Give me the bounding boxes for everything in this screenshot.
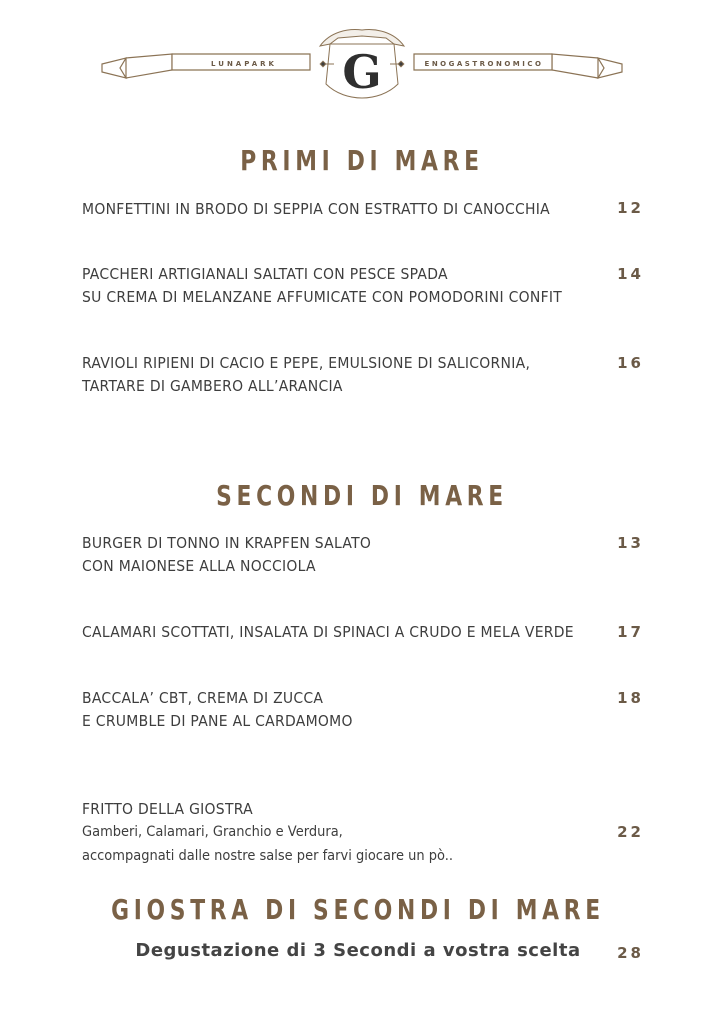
secondi-title: SECONDI DI MARE	[216, 479, 508, 512]
secondi-item-1-line-2: CON MAIONESE ALLA NOCCIOLA	[82, 557, 316, 575]
secondi-item-3-line-1: BACCALA’ CBT, CREMA DI ZUCCA	[82, 689, 324, 707]
giostra-subtitle: Degustazione di 3 Secondi a vostra scelta	[135, 940, 581, 961]
left-ribbon-icon	[102, 54, 310, 78]
fritto-price: 22	[617, 823, 644, 841]
logo-right-text: ENOGASTRONOMICO	[424, 60, 544, 68]
primi-item-3-line-1: RAVIOLI RIPIENI DI CACIO E PEPE, EMULSIONE DI SALICORNIA,	[82, 354, 531, 372]
secondi-item-1-price: 13	[617, 534, 644, 552]
secondi-item-3-price: 18	[617, 689, 644, 707]
secondi-item-2-price: 17	[617, 623, 644, 641]
secondi-item-3-line-2: E CRUMBLE DI PANE AL CARDAMOMO	[82, 712, 353, 730]
secondi-item-1-line-1: BURGER DI TONNO IN KRAPFEN SALATO	[82, 534, 372, 552]
primi-item-1-price: 12	[617, 199, 644, 217]
fritto-desc-2: accompagnati dalle nostre salse per farvi giocare un pò..	[82, 848, 454, 864]
secondi-item-2-line-1: CALAMARI SCOTTATI, INSALATA DI SPINACI A CRUDO E MELA VERDE	[82, 623, 574, 641]
restaurant-logo	[98, 24, 626, 104]
giostra-title: GIOSTRA DI SECONDI DI MARE	[111, 893, 605, 926]
primi-title: PRIMI DI MARE	[240, 144, 484, 177]
primi-item-3-price: 16	[617, 354, 644, 372]
primi-item-2-line-2: SU CREMA DI MELANZANE AFFUMICATE CON POMODORINI CONFIT	[82, 288, 563, 306]
logo-letter: G	[342, 45, 382, 99]
primi-item-1-line-1: MONFETTINI IN BRODO DI SEPPIA CON ESTRATTO DI CANOCCHIA	[82, 200, 550, 218]
primi-item-3-line-2: TARTARE DI GAMBERO ALL’ARANCIA	[82, 377, 343, 395]
giostra-price: 28	[617, 944, 644, 962]
primi-item-2-line-1: PACCHERI ARTIGIANALI SALTATI CON PESCE SPADA	[82, 265, 448, 283]
fritto-desc-1: Gamberi, Calamari, Granchio e Verdura,	[82, 824, 343, 840]
fritto-name: FRITTO DELLA GIOSTRA	[82, 800, 253, 818]
logo-left-text: LUNAPARK	[211, 60, 277, 68]
primi-item-2-price: 14	[617, 265, 644, 283]
